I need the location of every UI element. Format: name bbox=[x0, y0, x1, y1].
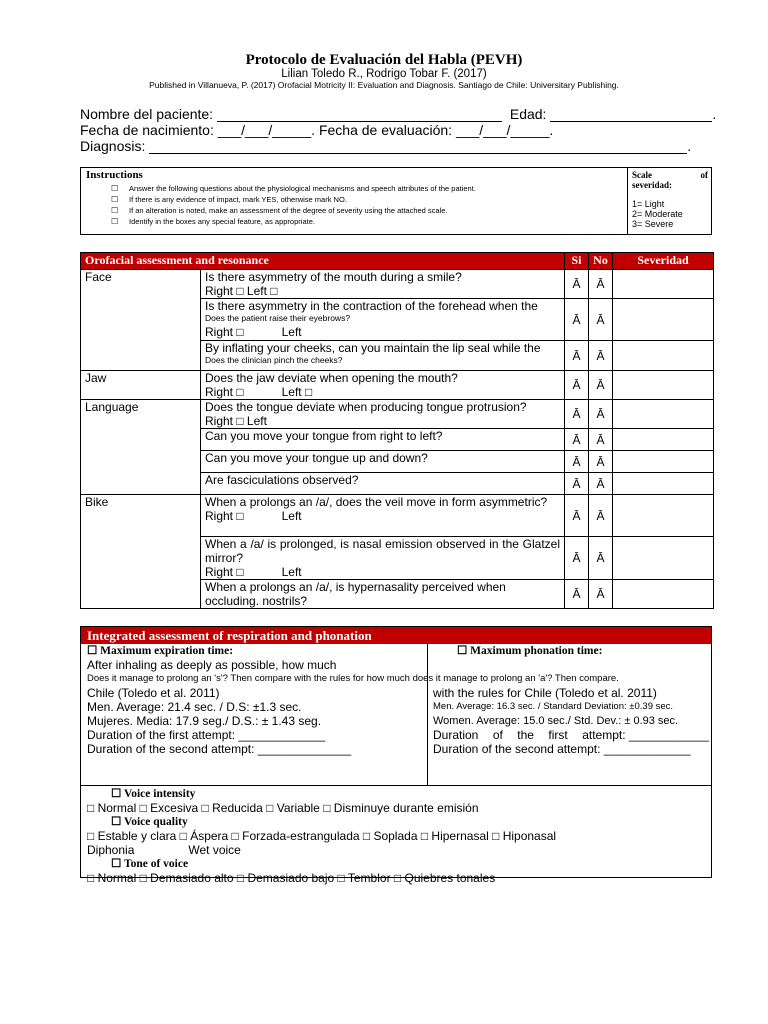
diagnosis-row bbox=[80, 138, 691, 154]
no-checkbox[interactable]: Ā bbox=[589, 473, 613, 495]
birth-date-field[interactable]: ___/___/_____. bbox=[217, 122, 316, 138]
dates-row bbox=[80, 122, 553, 138]
si-checkbox[interactable]: Ā bbox=[565, 429, 589, 451]
diagnosis-field[interactable] bbox=[149, 139, 687, 154]
publication-note: Published in Villanueva, P. (2017) Orofacial Motricity II: Evaluation and Diagnosis. Santiago de Chile: Universitary Publishing. bbox=[149, 80, 619, 90]
no-checkbox[interactable]: Ā bbox=[589, 495, 613, 537]
instructions-title: Instructions bbox=[86, 169, 143, 181]
no-checkbox[interactable]: Ā bbox=[589, 400, 613, 429]
instruction-bullet-icon: ☐ bbox=[111, 184, 119, 193]
si-checkbox[interactable]: Ā bbox=[565, 451, 589, 473]
severity-cell[interactable] bbox=[613, 270, 714, 299]
table-row: Face Is there asymmetry of the mouth during a smile? Right □ Left □ Ā Ā bbox=[81, 270, 714, 299]
expiration-column: ☐ Maximum expiration time: After inhaling as deeply as possible, how much Does it manage to prolong an 's'? Then compare with the rules for how much does it manage to prolong an 'a'? Then compare. Chile (Toledo et al. 2011) Men. Average: 21.4 sec. / D.S: ±1.3 sec. Mujeres. Media: 17.9 seg./ D.S.: ± 1.43 seg. Duration of the first attempt: _____________ Duration of the second attempt: ______________ bbox=[87, 645, 619, 756]
si-checkbox[interactable]: Ā bbox=[565, 580, 589, 609]
age-period: . bbox=[712, 106, 717, 122]
voice-intensity-heading[interactable]: ☐ Voice intensity bbox=[111, 788, 196, 800]
eval-date-field[interactable]: ___/___/_____. bbox=[455, 122, 554, 138]
voice-quality-heading[interactable]: ☐ Voice quality bbox=[111, 816, 188, 828]
severity-cell[interactable] bbox=[613, 473, 714, 495]
instruction-item: ☐ If there is any evidence of impact, mark YES, otherwise mark NO. bbox=[111, 195, 347, 204]
table-row: Can you move your tongue from right to left? Ā Ā bbox=[81, 429, 714, 451]
age-label: Edad: bbox=[509, 106, 547, 122]
severity-cell[interactable] bbox=[613, 371, 714, 400]
si-checkbox[interactable]: Ā bbox=[565, 341, 589, 371]
si-checkbox[interactable]: Ā bbox=[565, 495, 589, 537]
severity-cell[interactable] bbox=[613, 495, 714, 537]
phonation-column: ☐ Maximum phonation time: with the rules for Chile (Toledo et al. 2011) Men. Average: 16.3 sec. / Standard Deviation: ±0.39 sec. Women. Average: 15.0 sec./ Std. Dev.: ± 0.93 sec. Duration of the first attempt: ____________ Duration of the second attempt: _____________ bbox=[433, 645, 709, 756]
row-label-language: Language bbox=[81, 400, 201, 495]
voice-quality-options[interactable]: □ Estable y clara □ Áspera □ Forzada-estrangulada □ Soplada □ Hipernasal □ Hiponasal bbox=[87, 829, 557, 843]
col-no: No bbox=[589, 253, 613, 270]
si-checkbox[interactable]: Ā bbox=[565, 400, 589, 429]
age-field[interactable] bbox=[550, 107, 712, 122]
severity-cell[interactable] bbox=[613, 537, 714, 580]
severity-cell[interactable] bbox=[613, 400, 714, 429]
severity-cell[interactable] bbox=[613, 580, 714, 609]
expiration-second-attempt[interactable]: Duration of the second attempt: ______________ bbox=[87, 742, 352, 756]
instruction-bullet-icon: ☐ bbox=[111, 217, 119, 226]
diagnosis-period: . bbox=[687, 138, 692, 154]
patient-name-label: Nombre del paciente: bbox=[80, 106, 214, 122]
no-checkbox[interactable]: Ā bbox=[589, 451, 613, 473]
table-row: By inflating your cheeks, can you maintain the lip seal while the Does the clinician pinch the cheeks? Ā Ā bbox=[81, 341, 714, 371]
voice-tone-options[interactable]: □ Normal □ Demasiado alto □ Demasiado bajo □ Temblor □ Quiebres tonales bbox=[87, 871, 496, 885]
instruction-item: ☐ Answer the following questions about the physiological mechanisms and speech attributes of the patient. bbox=[111, 184, 476, 193]
table-row: When a prolongs an /a/, is hypernasality perceived when occluding. nostrils? Ā Ā bbox=[81, 580, 714, 609]
si-checkbox[interactable]: Ā bbox=[565, 299, 589, 341]
no-checkbox[interactable]: Ā bbox=[589, 580, 613, 609]
phonation-first-attempt[interactable]: Duration of the first attempt: ____________ bbox=[433, 728, 709, 742]
instructions-box bbox=[80, 167, 712, 235]
severity-scale: Scale of severidad: 1= Light 2= Moderate 3= Severe bbox=[632, 170, 708, 229]
table-header-row bbox=[81, 253, 714, 270]
no-checkbox[interactable]: Ā bbox=[589, 537, 613, 580]
col-severity: Severidad bbox=[613, 253, 714, 270]
severity-cell[interactable] bbox=[613, 299, 714, 341]
instruction-item: ☐ Identify in the boxes any special feature, as appropriate. bbox=[111, 217, 315, 226]
col-si: Si bbox=[565, 253, 589, 270]
instructions-list bbox=[111, 183, 476, 227]
scale-item-severe: 3= Severe bbox=[632, 219, 674, 229]
table-row: Is there asymmetry in the contraction of the forehead when the Does the patient raise their eyebrows? Right □ Left Ā Ā bbox=[81, 299, 714, 341]
no-checkbox[interactable]: Ā bbox=[589, 341, 613, 371]
eval-date-label: Fecha de evaluación: bbox=[318, 122, 453, 138]
expiration-heading[interactable]: ☐ Maximum expiration time: bbox=[87, 645, 234, 657]
scale-item-moderate: 2= Moderate bbox=[632, 209, 683, 219]
patient-name-field[interactable] bbox=[217, 107, 502, 122]
row-label-jaw: Jaw bbox=[81, 371, 201, 400]
section-title: Orofacial assessment and resonance bbox=[81, 253, 565, 270]
respiration-section bbox=[80, 626, 712, 885]
table-row: Jaw Does the jaw deviate when opening the mouth? Right □ Left □ Ā Ā bbox=[81, 371, 714, 400]
voice-intensity-options[interactable]: □ Normal □ Excesiva □ Reducida □ Variable □ Disminuye durante emisión bbox=[87, 801, 479, 815]
row-label-bike: Bike bbox=[81, 495, 201, 609]
document-title: Protocolo de Evaluación del Habla (PEVH) bbox=[245, 52, 523, 68]
orofacial-table bbox=[80, 252, 714, 609]
row-label-face: Face bbox=[81, 270, 201, 371]
voice-tone-heading[interactable]: ☐ Tone of voice bbox=[111, 858, 189, 870]
wet-voice-option[interactable]: Wet voice bbox=[188, 843, 241, 857]
table-row: Can you move your tongue up and down? Ā Ā bbox=[81, 451, 714, 473]
expiration-first-attempt[interactable]: Duration of the first attempt: _____________ bbox=[87, 728, 326, 742]
voice-section bbox=[87, 787, 556, 885]
table-row: Language Does the tongue deviate when producing tongue protrusion? Right □ Left Ā Ā bbox=[81, 400, 714, 429]
si-checkbox[interactable]: Ā bbox=[565, 270, 589, 299]
severity-cell[interactable] bbox=[613, 451, 714, 473]
no-checkbox[interactable]: Ā bbox=[589, 299, 613, 341]
si-checkbox[interactable]: Ā bbox=[565, 537, 589, 580]
phonation-heading[interactable]: ☐ Maximum phonation time: bbox=[457, 645, 603, 657]
table-row: When a /a/ is prolonged, is nasal emission observed in the Glatzel mirror? Right □ Left Ā Ā bbox=[81, 537, 714, 580]
table-row: Are fasciculations observed? Ā Ā bbox=[81, 473, 714, 495]
si-checkbox[interactable]: Ā bbox=[565, 473, 589, 495]
si-checkbox[interactable]: Ā bbox=[565, 371, 589, 400]
scale-item-light: 1= Light bbox=[632, 199, 665, 209]
table-row: Bike When a prolongs an /a/, does the veil move in form asymmetric? Right □ Left Ā Ā bbox=[81, 495, 714, 537]
section-title: Integrated assessment of respiration and phonation bbox=[81, 627, 711, 644]
patient-name-row bbox=[80, 106, 716, 122]
authors: Lilian Toledo R., Rodrigo Tobar F. (2017) bbox=[281, 68, 487, 80]
diphonia-option[interactable]: Diphonia bbox=[87, 843, 135, 857]
instruction-item: ☐ If an alteration is noted, make an assessment of the degree of severity using the attached scale. bbox=[111, 206, 448, 215]
severity-cell[interactable] bbox=[613, 341, 714, 371]
severity-cell[interactable] bbox=[613, 429, 714, 451]
instruction-bullet-icon: ☐ bbox=[111, 206, 119, 215]
no-checkbox[interactable]: Ā bbox=[589, 371, 613, 400]
instruction-bullet-icon: ☐ bbox=[111, 195, 119, 204]
no-checkbox[interactable]: Ā bbox=[589, 429, 613, 451]
diagnosis-label: Diagnosis: bbox=[80, 138, 146, 154]
birth-date-label: Fecha de nacimiento: bbox=[80, 122, 214, 138]
phonation-second-attempt[interactable]: Duration of the second attempt: _____________ bbox=[433, 742, 691, 756]
no-checkbox[interactable]: Ā bbox=[589, 270, 613, 299]
